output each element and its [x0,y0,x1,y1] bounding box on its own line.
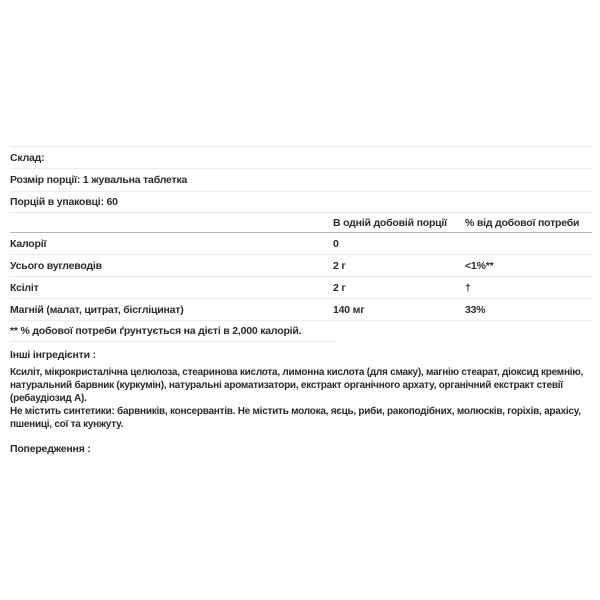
table-row [10,233,592,255]
serving-size-label: Розмір порції: 1 жувальна таблетка [10,174,188,186]
nutrient-daily-value: † [465,281,471,294]
nutrient-amount: 0 [333,237,339,250]
nutrient-name: Магній (малат, цитрат, бісгліцинат) [10,303,184,316]
nutrient-amount: 140 мг [333,303,365,316]
servings-per-container-label: Порцій в упаковці: 60 [10,196,118,208]
allergen-free-line: Не містить синтетики: барвників, консервантів. Не містить молока, яєць, риби, ракоподібних, молюсків, горіхів, арахісу, [10,406,581,417]
footnote-divider [10,341,335,342]
nutrient-amount: 2 г [333,259,346,272]
serving-size-row [10,169,592,192]
nutrient-name: Ксіліт [10,281,39,294]
other-ingredients-line: натуральний барвник (куркумін), натуральні ароматизатори, екстракт органічного архату, органічний екстракт стевії [10,380,563,391]
composition-label: Склад: [10,151,45,164]
nutrient-daily-value: <1%** [465,259,494,272]
amount-column-header: В одній добовій порції [333,216,447,229]
daily-value-column-header: % від добової потреби [465,216,580,229]
nutrient-daily-value: 33% [465,303,486,316]
warnings-heading: Попередження : [10,443,91,455]
nutrient-name: Усього вуглеводів [10,259,102,272]
table-row [10,299,592,321]
composition-row [10,147,592,169]
footnote-row [10,321,592,341]
table-row [10,277,592,299]
table-row [10,255,592,277]
other-ingredients-line: (ребаудіозид А). [10,393,87,404]
daily-value-footnote: ** % добової потреби ґрунтується на дієті в 2,000 калорій. [10,325,302,337]
other-ingredients-paragraph [10,366,592,431]
other-ingredients-heading: Інші інгредієнти : [10,349,96,361]
label-block [10,146,592,456]
servings-per-container-row [10,192,592,213]
nutrient-name: Калорії [10,237,47,250]
nutrient-amount: 2 г [333,281,346,294]
table-header-row [10,213,592,233]
other-ingredients-line: Ксиліт, мікрокристалічна целюлоза, стеаринова кислота, лимонна кислота (для смаку), магнію стеарат, діоксид кремнію, [10,367,584,378]
allergen-free-line: пшениці, сої та кунжуту. [10,419,124,430]
